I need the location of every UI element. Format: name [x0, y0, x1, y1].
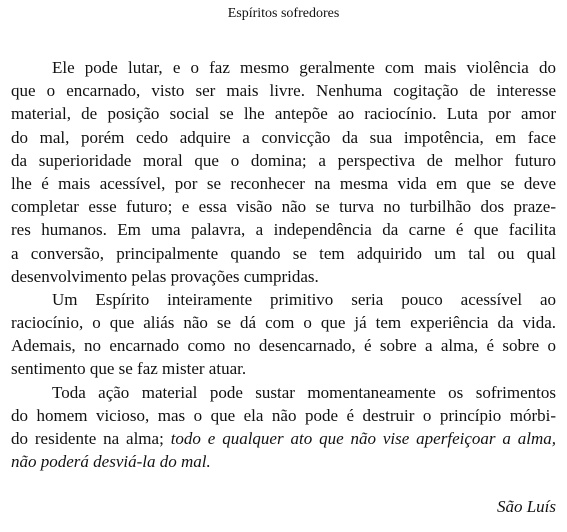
body-text: [11, 56, 556, 473]
text-line: Um Espírito inteiramente primitivo seria pouco acessível ao: [52, 289, 556, 309]
text-line: res humanos. Em uma palavra, a independência da carne é que facilita: [11, 220, 556, 240]
text-line: raciocínio, o que aliás não se dá com o que já tem experiência da vida.: [11, 313, 556, 333]
text-line: material, de posição social se lhe antepõe ao raciocínio. Luta por amor: [11, 104, 556, 124]
text-line: do homem vicioso, mas o que ela não pode é destruir o princípio mórbi-: [11, 405, 556, 425]
text-line: não poderá desviá-la do mal.: [11, 452, 211, 472]
text-line: sentimento que se faz mister atuar.: [11, 359, 247, 379]
paragraph: [11, 381, 556, 474]
text-line: que o encarnado, visto ser mais livre. Nenhuma cogitação de interesse: [11, 81, 556, 101]
text-line: completar esse futuro; e essa visão não se turva no turbilhão dos praze-: [11, 197, 556, 217]
text-line: Ele pode lutar, e o faz mesmo geralmente com mais violência do: [52, 58, 556, 77]
signature: São Luís: [496, 497, 556, 516]
paragraph: [11, 56, 556, 288]
text-line: Toda ação material pode sustar momentaneamente os sofrimentos: [52, 382, 556, 402]
running-header: Espíritos sofredores: [227, 6, 340, 21]
text-line: Ademais, no encarnado como no desencarnado, é sobre a alma, é sobre o: [11, 336, 556, 356]
text-line: da superioridade moral que o domina; a perspectiva de melhor futuro: [11, 150, 556, 170]
text-line: a conversão, principalmente quando se tem adquirido um tal ou qual: [11, 243, 556, 263]
text-line: do mal, porém cedo adquire a convicção da sua impotência, em face: [11, 127, 556, 147]
text-line: desenvolvimento pelas provações cumpridas.: [11, 266, 319, 286]
text-italic: todo e qualquer ato que não vise aperfeiçoar a alma,: [170, 429, 556, 448]
text-regular: do residente na alma;: [11, 429, 171, 448]
text-line: [11, 427, 556, 450]
paragraph: [11, 288, 556, 381]
text-line: lhe é mais acessível, por se reconhecer na mesma vida em que se deve: [11, 173, 556, 193]
